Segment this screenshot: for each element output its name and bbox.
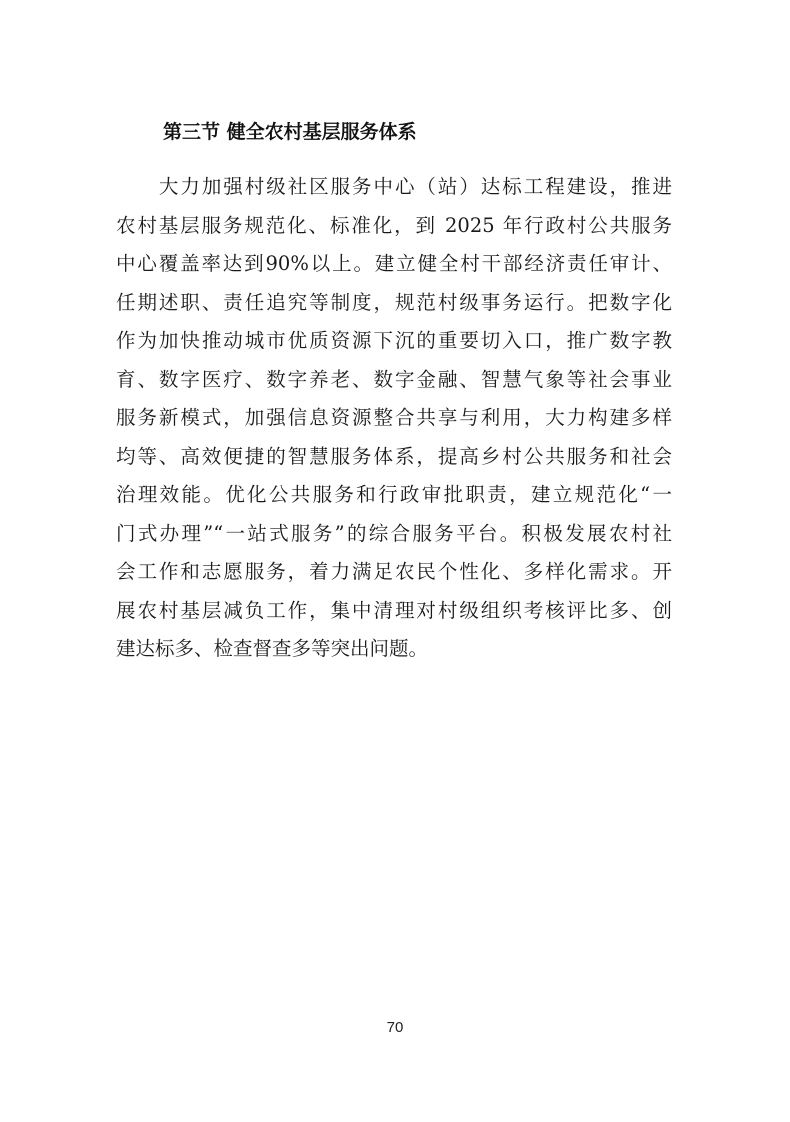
body-line: 建达标多、检查督查多等突出问题。 [116,637,429,660]
section-title: 第三节 健全农村基层服务体系 [163,121,417,143]
body-line: 育、数字医疗、数字养老、数字金融、智慧气象等社会事业 [116,367,672,391]
body-line: 服务新模式，加强信息资源整合共享与利用，大力构建多样 [116,406,672,429]
body-line: 会工作和志愿服务，着力满足农民个性化、多样化需求。开 [116,560,672,583]
body-line: 展农村基层减负工作，集中清理对村级组织考核评比多、创 [116,598,672,622]
body-line: 中心覆盖率达到90%以上。建立健全村干部经济责任审计、 [116,252,672,275]
body-line: 作为加快推动城市优质资源下沉的重要切入口，推广数字教 [116,329,672,352]
body-line: 任期述职、责任追究等制度，规范村级事务运行。把数字化 [116,290,672,314]
body-line: 均等、高效便捷的智慧服务体系，提高乡村公共服务和社会 [116,444,672,468]
body-line: 门式办理”“一站式服务”的综合服务平台。积极发展农村社 [116,521,672,545]
body-line: 农村基层服务规范化、标准化，到 2025 年行政村公共服务 [116,213,672,237]
body-paragraph [116,168,672,669]
body-line: 治理效能。优化公共服务和行政审批职责，建立规范化“一 [116,483,672,506]
page-number: 70 [386,1019,404,1036]
body-line: 大力加强村级社区服务中心（站）达标工程建设，推进 [116,175,672,198]
